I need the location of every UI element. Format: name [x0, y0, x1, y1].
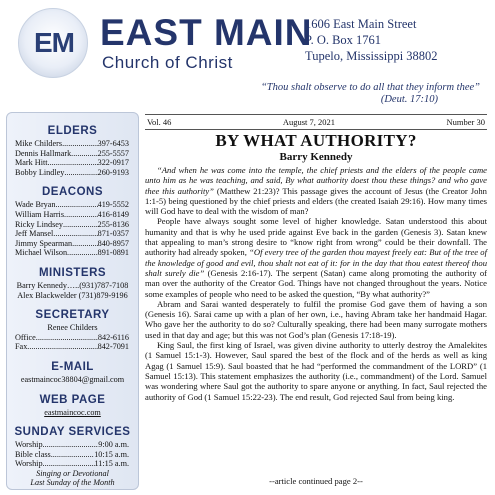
paragraph: People have always sought some level of higher knowledge. Satan understood this about humanity and that is why he used pride against Eve back in the garden (Genesis 3). Satan knew that appealing to man’s strong desire to “know right from wrong” could be their downfall. The authority had already spoken, “Of every tree of the garden thou mayest freely eat: But of the tree of the knowledge of good and evil, thou shalt not eat of it: for in the day that thou eatest thereof thou shalt surely die” (Genesis 2:16-17). The serpent (Satan) came along promoting the authority of man over the authority of the Creator God. Things have not changed throughout the years. Notice some examples of people who need to be asked the question, “By what authority?” [145, 216, 487, 299]
sidebar [6, 112, 139, 490]
paragraph: “And when he was come into the temple, the chief priests and the elders of the people came unto him as he was teaching, and said, By what authority doest thou these things? and who gave thee this authority” (Matthew 21:23)? This passage gives the account of Jesus (the Creator John 1:1-5) being questioned by the chief priests and elders (the created Isaiah 29:16). How many times will God have to deal with the wisdom of man? [145, 165, 487, 217]
motto [230, 82, 480, 106]
address-line: P. O. Box 1761 [305, 33, 382, 47]
service-entry: Worship ..... 9:00 a.m. [7, 440, 138, 450]
deacon-entry: Wade Bryan ..... 419-5552 [7, 200, 138, 210]
article-author: Barry Kennedy [279, 151, 353, 163]
elders-title: ELDERS [47, 125, 98, 137]
sunday-services-title: SUNDAY SERVICES [14, 426, 131, 439]
volume: Vol. 46 [147, 117, 172, 127]
minister-entry: Alex Blackwelder (731)879-9196 [17, 290, 128, 300]
deacon-entry: Ricky Lindsey ..... 255-8136 [7, 220, 138, 230]
email-address[interactable]: eastmaincoc38804@gmail.com [20, 374, 125, 384]
deacon-entry: Jimmy Spearman ..... 840-8957 [7, 239, 138, 249]
elder-entry: Mark Hitt ..... 322-0917 [7, 158, 138, 168]
service-entry: Worship ..... 11:15 a.m. [7, 459, 138, 469]
service-note: Last Sunday of the Month [30, 478, 115, 488]
secretary-name: Renee Childers [47, 323, 98, 333]
deacon-entry: Michael Wilson ..... 891-0891 [7, 248, 138, 258]
elder-entry: Bobby Lindley ..... 260-9193 [7, 168, 138, 178]
issue-bar [145, 114, 487, 130]
address-line: Tupelo, Mississippi 38802 [305, 49, 438, 63]
article-body [145, 165, 487, 402]
church-subtitle: Church of Christ [102, 53, 233, 72]
elder-entry: Dennis Hallmark ..... 255-5557 [7, 149, 138, 159]
deacon-entry: Jeff Mansel ..... 871-0357 [7, 229, 138, 239]
church-name: EAST MAIN [100, 12, 313, 53]
webpage-title: WEB PAGE [39, 393, 106, 406]
logo-monogram: EM [34, 27, 74, 58]
church-address [305, 16, 438, 64]
deacon-entry: William Harris ..... 416-8149 [7, 210, 138, 220]
ministers-title: MINISTERS [38, 266, 107, 279]
office-phone: Office ..... 842-6116 [7, 333, 138, 343]
elder-entry: Mike Childers ..... 397-6453 [7, 139, 138, 149]
article-title: BY WHAT AUTHORITY? [215, 131, 417, 150]
address-line: 1606 East Main Street [305, 17, 417, 31]
service-note: Singing or Devotional [36, 468, 109, 478]
fax-number: Fax ..... 842-7091 [7, 342, 138, 352]
issue-number: Number 30 [446, 117, 485, 127]
secretary-title: SECRETARY [35, 309, 110, 322]
paragraph: King Saul, the first king of Israel, was given divine authority to utterly destroy the Amalekites (1 Samuel 15:1-3). However, Saul spared the best of the flock and of the herds as well as king Agag (1 Samuel 15:9). Saul boasted that he had “performed the commandment of the LORD” (1 Samuel 15:13). This statement emphasizes the authority (i.e., commandment) of the Lord. Samuel was wondering where Saul got the authority to spare anyone or anything. In fact, Saul rejected the authority of God (1 Samuel 15:22-23). The end result, God rejected Saul from being king. [145, 340, 487, 402]
minister-entry: Barry Kennedy…..(931)787-7108 [16, 280, 129, 290]
paragraph: Abram and Sarai wanted desperately to fulfil the promise God gave them of having a son (Genesis 16). Sarai came up with a plan of her own, i.e., having Abram take her handmaid Hagar. Who gave her the authority to do so? Culturally speaking, there had been many surrogate mothers used in that day and age; but this was not God’s plan (Genesis 17:18-19). [145, 298, 487, 340]
deacons-title: DEACONS [41, 186, 103, 199]
service-entry: Bible class ..... 10:15 a.m. [7, 450, 138, 460]
webpage-link[interactable]: eastmaincoc.com [44, 407, 101, 417]
church-logo [18, 8, 88, 78]
continued-note: --article continued page 2-- [269, 476, 363, 486]
motto-reference: (Deut. 17:10) [380, 94, 438, 105]
issue-date: August 7, 2021 [282, 117, 336, 127]
email-title: E-MAIL [51, 360, 94, 373]
motto-text: “Thou shalt observe to do all that they inform thee” [260, 82, 480, 93]
